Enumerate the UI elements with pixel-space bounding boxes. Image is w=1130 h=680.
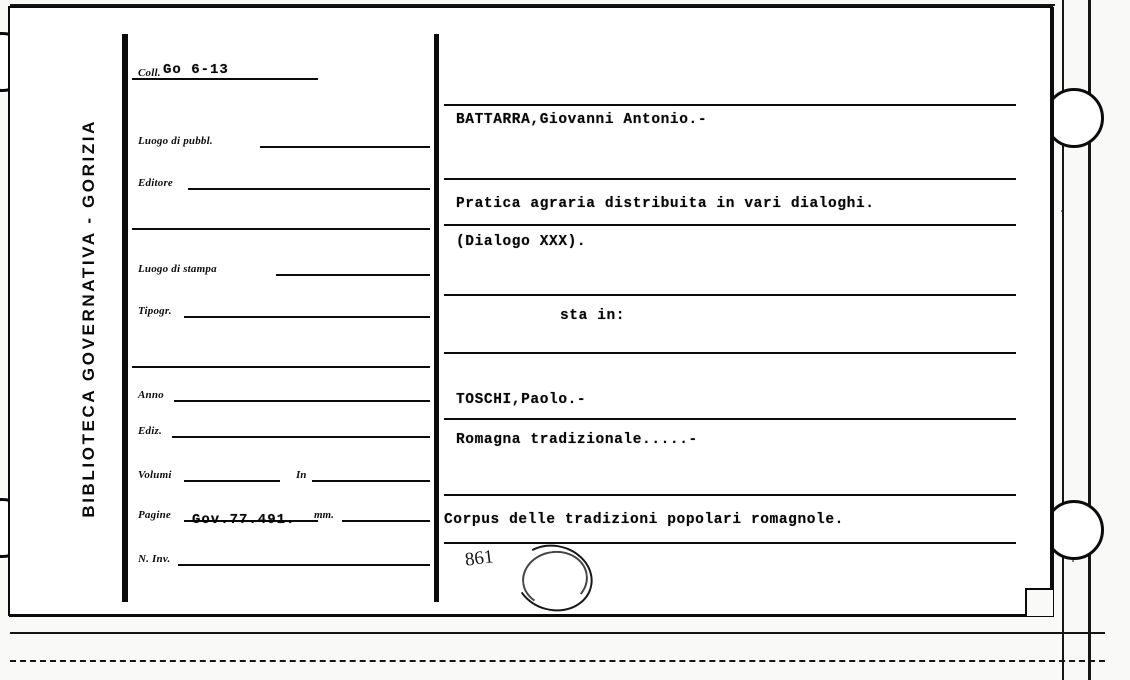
- form-rule: [184, 480, 280, 482]
- form-label-tipogr: Tipogr.: [138, 305, 172, 317]
- scan-speck: [1072, 560, 1074, 562]
- library-name: BIBLIOTECA GOVERNATIVA - GORIZIA: [79, 118, 98, 518]
- form-rule: [342, 520, 430, 522]
- form-label-luogo-stampa: Luogo di stampa: [138, 263, 217, 275]
- right-rule: [444, 294, 1016, 296]
- catalog-card: [8, 6, 1053, 616]
- form-rule: [276, 274, 430, 276]
- form-row-luogo-pubbl: [132, 128, 430, 148]
- form-row-luogo-stampa: [132, 256, 430, 276]
- form-rule: [184, 316, 430, 318]
- form-row-anno: [132, 382, 430, 402]
- form-rule: [260, 146, 430, 148]
- right-rule: [444, 542, 1016, 544]
- vertical-divider-left: [122, 34, 128, 602]
- right-rule: [444, 178, 1016, 180]
- form-label-pagine: Pagine: [138, 509, 171, 521]
- form-label-editore: Editore: [138, 177, 174, 189]
- form-label-luogo-pubbl: Luogo di pubbl.: [138, 135, 213, 147]
- form-row-editore: [132, 170, 430, 190]
- scan-sheet-rule-dashed: [10, 660, 1105, 662]
- entry-subtitle: (Dialogo XXX).: [456, 234, 587, 250]
- right-rule: [444, 494, 1016, 496]
- value-shelfmark: Go 6-13: [163, 62, 229, 78]
- form-label-coll: Coll.: [138, 67, 161, 79]
- scan-sheet-rule: [10, 632, 1105, 634]
- punch-hole-top-right: [1044, 88, 1104, 148]
- form-row-tipogr: [132, 298, 430, 318]
- right-rule: [444, 418, 1016, 420]
- contained-in-label: sta in:: [560, 308, 626, 324]
- entry-author: BATTARRA,Giovanni Antonio.-: [456, 112, 708, 128]
- form-rule: [188, 188, 430, 190]
- host-author: TOSCHI,Paolo.-: [456, 392, 587, 408]
- right-rule: [444, 352, 1016, 354]
- form-row-ninv: [132, 546, 430, 566]
- form-rule: [132, 366, 430, 368]
- form-label-anno: Anno: [138, 389, 164, 401]
- form-row-volumi: [132, 462, 430, 482]
- entry-title: Pratica agraria distribuita in vari dialoghi.: [456, 196, 875, 212]
- form-row-blank-2: [132, 348, 430, 368]
- form-label-mm: mm.: [314, 509, 334, 521]
- value-inventory-number: Gov.77.491.: [192, 512, 296, 528]
- right-rule: [444, 224, 1016, 226]
- punch-hole-bottom-right: [1044, 500, 1104, 560]
- form-row-ediz: [132, 418, 430, 438]
- form-rule: [312, 480, 430, 482]
- form-rule: [174, 400, 430, 402]
- right-rule: [444, 104, 1016, 106]
- form-label-in: In: [296, 469, 307, 481]
- form-label-ediz: Ediz.: [138, 425, 162, 437]
- form-label-volumi: Volumi: [138, 469, 172, 481]
- form-rule: [178, 564, 430, 566]
- form-row-blank-1: [132, 210, 430, 230]
- form-rule: [132, 228, 430, 230]
- form-rule: [172, 436, 430, 438]
- library-spine-label: [72, 68, 106, 568]
- host-title: Romagna tradizionale.....-: [456, 432, 698, 448]
- handwritten-note: 861: [463, 546, 495, 571]
- form-label-ninv: N. Inv.: [138, 553, 171, 565]
- series-statement: Corpus delle tradizioni popolari romagnole.: [444, 512, 844, 528]
- form-rule: [132, 78, 318, 80]
- vertical-divider-center: [434, 34, 439, 602]
